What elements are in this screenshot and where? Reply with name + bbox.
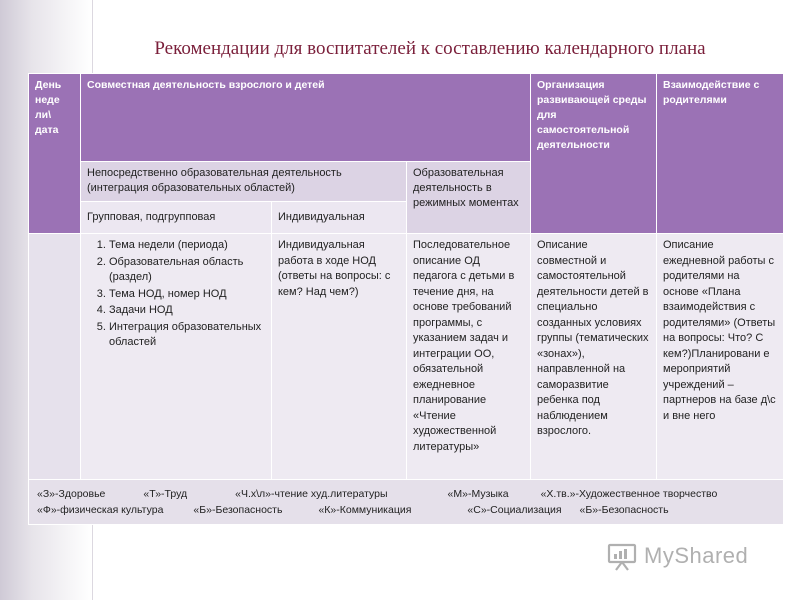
legend-item: «Б»-Безопасность xyxy=(579,504,669,516)
page-title: Рекомендации для воспитателей к составлению календарного плана xyxy=(154,38,706,59)
subheader-direct-activity: Непосредственно образовательная деятельность (интеграция образовательных областей) xyxy=(81,162,407,202)
body-environment-description: Описание совместной и самостоятельной деятельности детей в специально созданных условиях группы (тематических «зонах»), направленной на саморазвитие ребенка под наблюдением взрослого. xyxy=(531,234,657,480)
legend-item: «Ч.х\л»-чтение худ.литературы xyxy=(235,488,388,500)
topic-item: 5. Интеграция образовательных областей xyxy=(109,320,265,351)
legend-item: «К»-Коммуникация xyxy=(318,504,412,516)
header-day-date: День неде ли\ дата xyxy=(29,74,81,234)
watermark-text: MyShared xyxy=(644,543,749,568)
legend-cell xyxy=(29,480,784,525)
legend-item: «Ф»-физическая культура xyxy=(37,504,164,516)
legend-line-2 xyxy=(37,502,775,518)
body-parents-description: Описание ежедневной работы с родителями на основе «Плана взаимодействия с родителями» (Ответы на вопросы: Что? С кем?)Планировани е мероприятий учреждений – партнеров на базе д\с и вне него xyxy=(657,234,784,480)
calendar-plan-table xyxy=(28,73,784,525)
subheader-individual: Индивидуальная xyxy=(272,202,407,234)
topic-item: 2. Образовательная область (раздел) xyxy=(109,255,265,286)
presentation-board-icon xyxy=(606,540,638,572)
legend-item: «Б»-Безопасность xyxy=(193,504,283,516)
subheader-routine-activity: Образовательная деятельность в режимных моментах xyxy=(407,162,531,234)
header-parents: Взаимодействие с родителями xyxy=(657,74,784,234)
topics-list xyxy=(87,238,265,351)
body-topics-cell xyxy=(81,234,272,480)
legend-item: «Х.тв.»-Художественное творчество xyxy=(540,488,718,500)
body-individual-work: Индивидуальная работа в ходе НОД (ответы на вопросы: с кем? Над чем?) xyxy=(272,234,407,480)
legend-line-1 xyxy=(37,486,775,502)
legend-item: «Т»-Труд xyxy=(143,488,188,500)
topic-item: 4. Задачи НОД xyxy=(109,303,265,319)
legend-item: «З»-Здоровье xyxy=(37,488,106,500)
topic-item: 1. Тема недели (периода) xyxy=(109,238,265,254)
body-routine-description: Последовательное описание ОД педагога с детьми в течение дня, на основе требований программы, с указанием задач и интеграции ОО, обязательной ежедневное планирование «Чтение художественной литературы» xyxy=(407,234,531,480)
legend-item: «М»-Музыка xyxy=(447,488,509,500)
body-day-cell xyxy=(29,234,81,480)
topic-item: 3. Тема НОД, номер НОД xyxy=(109,287,265,303)
legend-item: «С»-Социализация xyxy=(467,504,562,516)
header-environment: Организация развивающей среды для самостоятельной деятельности xyxy=(531,74,657,234)
header-joint-activity: Совместная деятельность взрослого и детей xyxy=(81,74,531,162)
subheader-group: Групповая, подгрупповая xyxy=(81,202,272,234)
myshared-watermark xyxy=(606,536,776,576)
